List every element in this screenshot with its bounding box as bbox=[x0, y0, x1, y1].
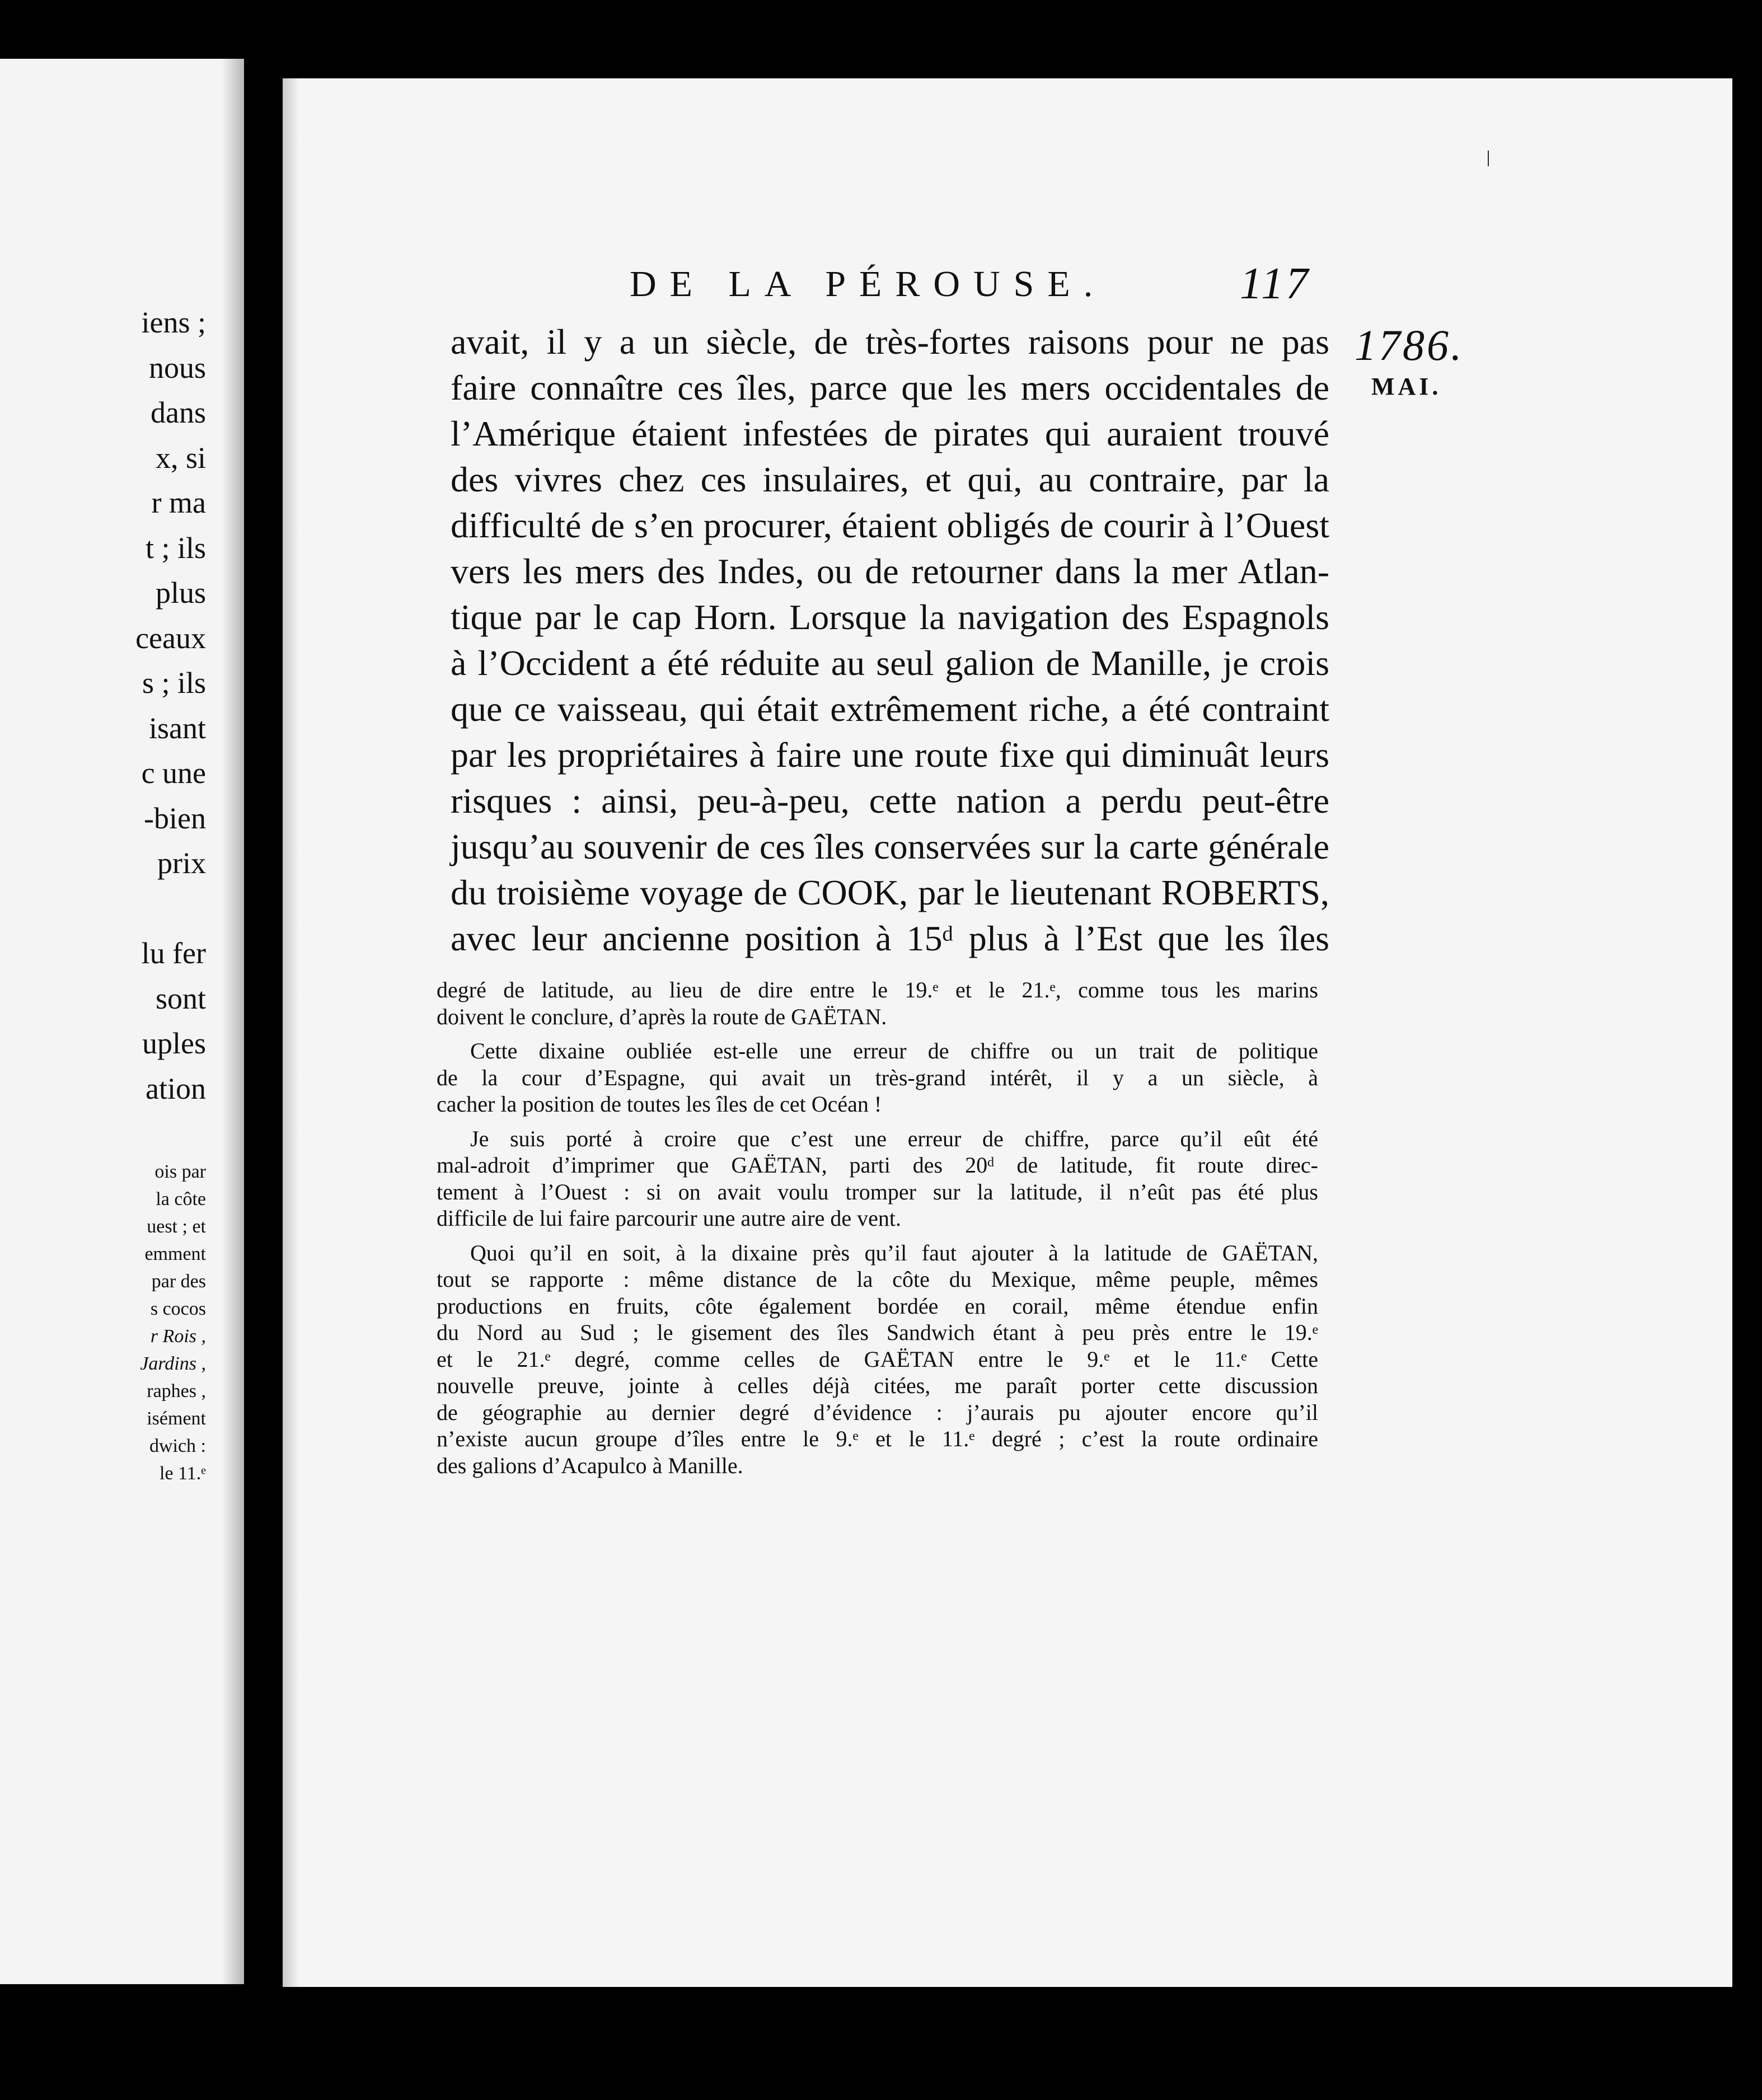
footnote-line: mal-adroit d’imprimer que GAËTAN, parti des 20ᵈ de latitude, fit route direc- bbox=[437, 1152, 1318, 1178]
footnote-paragraph bbox=[437, 977, 1318, 1030]
footnote-line: nouvelle preuve, jointe à celles déjà citées, me paraît porter cette discussion bbox=[437, 1373, 1318, 1398]
footnote-line: n’existe aucun groupe d’îles entre le 9.ᵉ et le 11.ᵉ degré ; c’est la route ordinaire bbox=[437, 1426, 1318, 1451]
page-edge-shadow bbox=[283, 78, 299, 1987]
left-page-line: s ; ils bbox=[142, 666, 206, 700]
text-line: à l’Occident a été réduite au seul galion de Manille, je crois bbox=[451, 643, 1329, 683]
left-page-note-line: uest ; et bbox=[147, 1216, 206, 1237]
left-page-note-line: r Rois , bbox=[150, 1326, 206, 1347]
footnote-line: tement à l’Ouest : si on avait voulu tromper sur la latitude, il n’eût pas été plus bbox=[437, 1179, 1318, 1204]
left-page-line: x, si bbox=[155, 440, 206, 475]
footnote-line: Je suis porté à croire que c’est une erreur de chiffre, parce qu’il eût été bbox=[470, 1126, 1318, 1151]
footnote-line: de la cour d’Espagne, qui avait un très-grand intérêt, il y a un siècle, à bbox=[437, 1065, 1318, 1090]
footnote-line: productions en fruits, côte également bordée en corail, même étendue enfin bbox=[437, 1293, 1318, 1319]
main-text-block bbox=[451, 319, 1329, 962]
text-line: tique par le cap Horn. Lorsque la navigation des Espagnols bbox=[451, 597, 1329, 637]
scan-speck: ǀ bbox=[1486, 146, 1491, 171]
left-page-line: dans bbox=[151, 396, 206, 429]
left-page-note-line: raphes , bbox=[147, 1381, 206, 1401]
footnotes-block bbox=[437, 977, 1318, 1479]
text-line: difficulté de s’en procurer, étaient obligés de courir à l’Ouest bbox=[451, 505, 1329, 545]
text-line: que ce vaisseau, qui était extrêmement riche, a été contraint bbox=[451, 689, 1329, 729]
left-page-note-line: s cocos bbox=[150, 1299, 206, 1319]
left-page-note-line: ois par bbox=[154, 1161, 206, 1182]
text-line: par les propriétaires à faire une route fixe qui diminuât leurs bbox=[451, 735, 1329, 775]
left-page-note-line: par des bbox=[151, 1271, 206, 1292]
text-line: jusqu’au souvenir de ces îles conservées sur la carte générale bbox=[451, 827, 1329, 866]
footnote-line: et le 21.ᵉ degré, comme celles de GAËTAN entre le 9.ᵉ et le 11.ᵉ Cette bbox=[437, 1346, 1318, 1372]
left-page-line: ceaux bbox=[135, 621, 206, 655]
left-page-line: uples bbox=[142, 1026, 206, 1060]
left-page-line: plus bbox=[155, 576, 206, 610]
left-page-note-line: la côte bbox=[156, 1189, 206, 1210]
left-page-note-line: Jardins , bbox=[140, 1353, 206, 1374]
footnote-line: degré de latitude, au lieu de dire entre le 19.ᵉ et le 21.ᵉ, comme tous les marins bbox=[437, 977, 1318, 1002]
left-page-note-line: le 11.ᵉ bbox=[160, 1463, 206, 1484]
footnote-line: Cette dixaine oubliée est-elle une erreur de chiffre ou un trait de politique bbox=[470, 1038, 1318, 1063]
footnote-paragraph bbox=[437, 1126, 1318, 1232]
footnote-line: tout se rapporte : même distance de la côte du Mexique, même peuple, mêmes bbox=[437, 1267, 1318, 1292]
footnote-paragraph bbox=[437, 1240, 1318, 1479]
footnote-line: cacher la position de toutes les îles de cet Océan ! bbox=[437, 1091, 882, 1117]
left-page-line: c une bbox=[141, 756, 206, 790]
text-line: risques : ainsi, peu-à-peu, cette nation a perdu peut-être bbox=[451, 781, 1329, 821]
left-page-note-line: dwich : bbox=[149, 1436, 206, 1456]
left-page-note-line: isément bbox=[147, 1408, 206, 1429]
left-page-line: iens ; bbox=[141, 306, 206, 339]
footnote-line: du Nord au Sud ; le gisement des îles Sandwich étant à peu près entre le 19.ᵉ bbox=[437, 1320, 1318, 1345]
footnote-paragraph bbox=[437, 1038, 1318, 1118]
text-line: des vivres chez ces insulaires, et qui, au contraire, par la bbox=[451, 460, 1329, 499]
left-page-line: nous bbox=[148, 350, 206, 385]
text-line: faire connaître ces îles, parce que les mers occidentales de bbox=[451, 368, 1329, 407]
text-line: vers les mers des Indes, ou de retourner dans la mer Atlan- bbox=[451, 551, 1329, 591]
left-page-line: isant bbox=[149, 711, 206, 745]
footnote-line: des galions d’Acapulco à Manille. bbox=[437, 1452, 743, 1478]
left-page-line: t ; ils bbox=[145, 531, 206, 565]
left-page-line: lu fer bbox=[141, 936, 206, 970]
margin-note-month: MAI. bbox=[1371, 373, 1442, 400]
footnote-line: Quoi qu’il en soit, à la dixaine près qu’il faut ajouter à la latitude de GAËTAN, bbox=[470, 1240, 1318, 1265]
margin-note-year: 1786. bbox=[1355, 321, 1464, 369]
left-page-line: -bien bbox=[144, 801, 206, 835]
right-page bbox=[283, 78, 1732, 1987]
left-page-line: r ma bbox=[151, 486, 206, 519]
running-head: DE LA PÉROUSE. bbox=[630, 264, 1107, 304]
left-page-line: ation bbox=[146, 1071, 206, 1105]
footnote-line: difficile de lui faire parcourir une autre aire de vent. bbox=[437, 1206, 901, 1231]
left-page-note-line: emment bbox=[144, 1244, 206, 1264]
footnote-line: de géographie au dernier degré d’évidence : j’aurais pu ajouter encore qu’il bbox=[437, 1399, 1318, 1425]
text-line: avec leur ancienne position à 15ᵈ plus à l’Est que les îles bbox=[451, 918, 1329, 958]
left-page-line: sont bbox=[155, 981, 206, 1015]
text-line: l’Amérique étaient infestées de pirates qui auraient trouvé bbox=[451, 414, 1329, 453]
text-line: avait, il y a un siècle, de très-fortes raisons pour ne pas bbox=[451, 322, 1329, 362]
gutter-shadow bbox=[222, 59, 244, 1984]
page-number: 117 bbox=[1240, 259, 1311, 308]
footnote-line: doivent le conclure, d’après la route de GAËTAN. bbox=[437, 1004, 887, 1029]
left-page bbox=[0, 59, 244, 1984]
left-page-line: prix bbox=[157, 846, 206, 880]
text-line: du troisième voyage de COOK, par le lieutenant ROBERTS, bbox=[451, 873, 1329, 912]
